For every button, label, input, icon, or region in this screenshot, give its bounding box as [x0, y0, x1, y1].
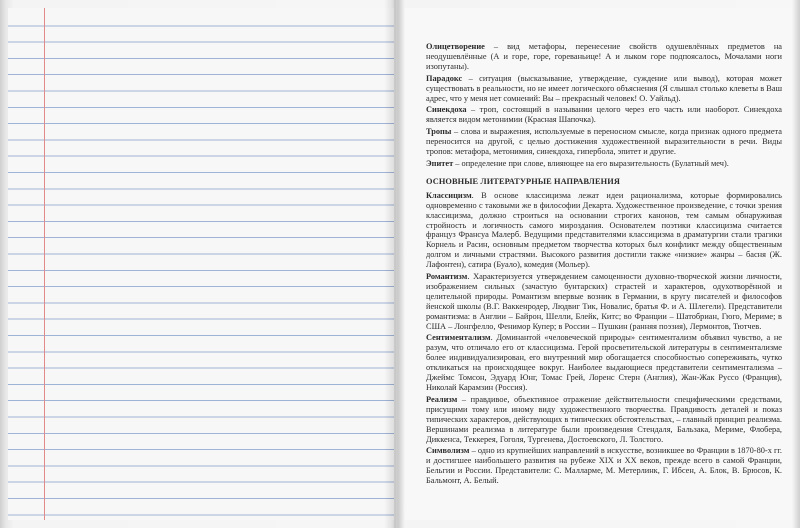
entry-term: Олицетворение — [426, 42, 485, 51]
movement-entry — [426, 333, 782, 392]
entry-text: – троп, состоящий в назывании целого через его часть или наоборот. Синекдоха является видом метонимии (Красная Шапочка). — [426, 105, 782, 125]
entry-term: Сентиментализм — [426, 333, 491, 343]
definition-entry — [426, 159, 782, 169]
movement-entry — [426, 191, 782, 270]
entry-term: Эпитет — [426, 158, 454, 168]
entry-term: Парадокс — [426, 73, 463, 83]
right-page-printed — [404, 8, 792, 520]
entry-term: Символизм — [426, 446, 470, 456]
entry-term: Тропы — [426, 127, 452, 137]
entry-term: Классицизм — [426, 190, 472, 200]
definition-entry — [426, 127, 782, 157]
entry-text: – слова и выражения, используемые в переносном смысле, когда признак одного предмета переносится на другой, с целью достижения художественной выразительности в речи. Виды тропов: метафора, метонимия, синекдоха, гипербола, эпитет и другие. — [426, 127, 782, 157]
section-title: ОСНОВНЫЕ ЛИТЕРАТУРНЫЕ НАПРАВЛЕНИЯ — [426, 176, 620, 186]
definition-entry — [426, 42, 782, 72]
definition-entry — [426, 105, 782, 125]
entry-text: – одно из крупнейших направлений в искусстве, возникшее во Франции в 1870-80-х гг. и достигшее наибольшего развития на рубеже XIX и XX веков, прежде всего в самой Франции, Бельгии и России. Представители: С. Малларме, М. Метерлинк, Г. Ибсен, А. Блок, В. Брюсов, К. Бальмонт, А. Белый. — [426, 446, 782, 486]
movement-entry — [426, 446, 782, 486]
definition-entry — [426, 74, 782, 104]
movement-entry — [426, 272, 782, 331]
entry-term: Романтизм — [426, 272, 468, 282]
entry-text: – вид метафоры, перенесение свойств одушевлённых предметов на неодушевлённые (А и горе, горе, гореваньице! А и лыком горе подпоясалось, Мочалами ноги изопутаны). — [426, 42, 782, 71]
entry-text: – правдивое, объективное отражение действительности специфическими средствами, присущими тому или иному виду художественного творчества. Правдивость деталей и показ типических характеров, действующих в типических обстоятельствах, – главный принцип реализма. Вершинами реализма в литературе были произведения Стендаля, Бальзака, Мериме, Флобера, Диккенса, Теккерея, Гоголя, Тургенева, Достоевского, Л. Толстого. — [426, 394, 782, 444]
red-margin-line — [44, 8, 45, 520]
entry-text: – ситуация (высказывание, утверждение, суждение или вывод), которая может существовать в реальности, но не имеет логического объяснения (Я слышал столько клеветы в Ваш адрес, что у меня нет сомнений: Вы – прекрасный человек! О. Уайльд). — [426, 73, 782, 103]
entry-text: . Доминантой «человеческой природы» сентиментализм объявил чувство, а не разум, что отличало его от классицизма. Герой просветительской литературы в сентиментализме более индивидуализирован, его внутренний мир обогащается способностью сопереживать, чутко откликаться на происходящее вокруг. Наиболее выдающиеся представители сентиментализма – Джеймс Томсон, Эдуард Юнг, Томас Грей, Лоренс Стерн (Англия), Жан-Жак Руссо (Франция), Николай Карамзин (Россия). — [426, 333, 782, 392]
entry-text: – определение при слове, влияющее на его выразительность (Булатный меч). — [453, 158, 729, 168]
entry-term: Реализм — [426, 394, 458, 404]
entry-term: Синекдоха — [426, 105, 467, 115]
movement-entry — [426, 395, 782, 445]
entry-text: . Характеризуется утверждением самоценности духовно-творческой жизни личности, изображением сильных (зачастую бунтарских) страстей и характеров, одухотворённой и целительной природы. Романтизм впервые возник в Германии, в кругу писателей и философов йенской школы (В.Г. Ваккенродер, Людвиг Тик, Новалис, братья Ф. и А. Шлегели). Представители романтизма: в Англии – Байрон, Шелли, Блейк, Китс; во Франции – Шатобриан, Гюго, Мериме; в США – Лонгфелло, Фенимор Купер; в России – Пушкин (ранняя поэзия), Лермонтов, Тютчев. — [426, 272, 782, 331]
left-page-lined — [8, 8, 394, 520]
entry-text: . В основе классицизма лежат идеи рационализма, которые формировались одновременно с таковыми же в философии Декарта. Художественное произведение, с точки зрения классицизма, должно строиться на основании строгих канонов, тем самым обнаруживая стройность и логичность самого мироздания. Основателем поэтики классицизма считается француз Франсуа Малерб. Ведущими представителями классицизма в драматургии стали трагики Корнель и Расин, основным предметом творчества которых был конфликт между общественным долгом и личными страстями. Высокого развития достигли также «низкие» жанры – басня (Ж. Лафонтен), сатира (Буало), комедия (Мольер). — [426, 190, 782, 270]
glossary-text — [426, 42, 782, 488]
